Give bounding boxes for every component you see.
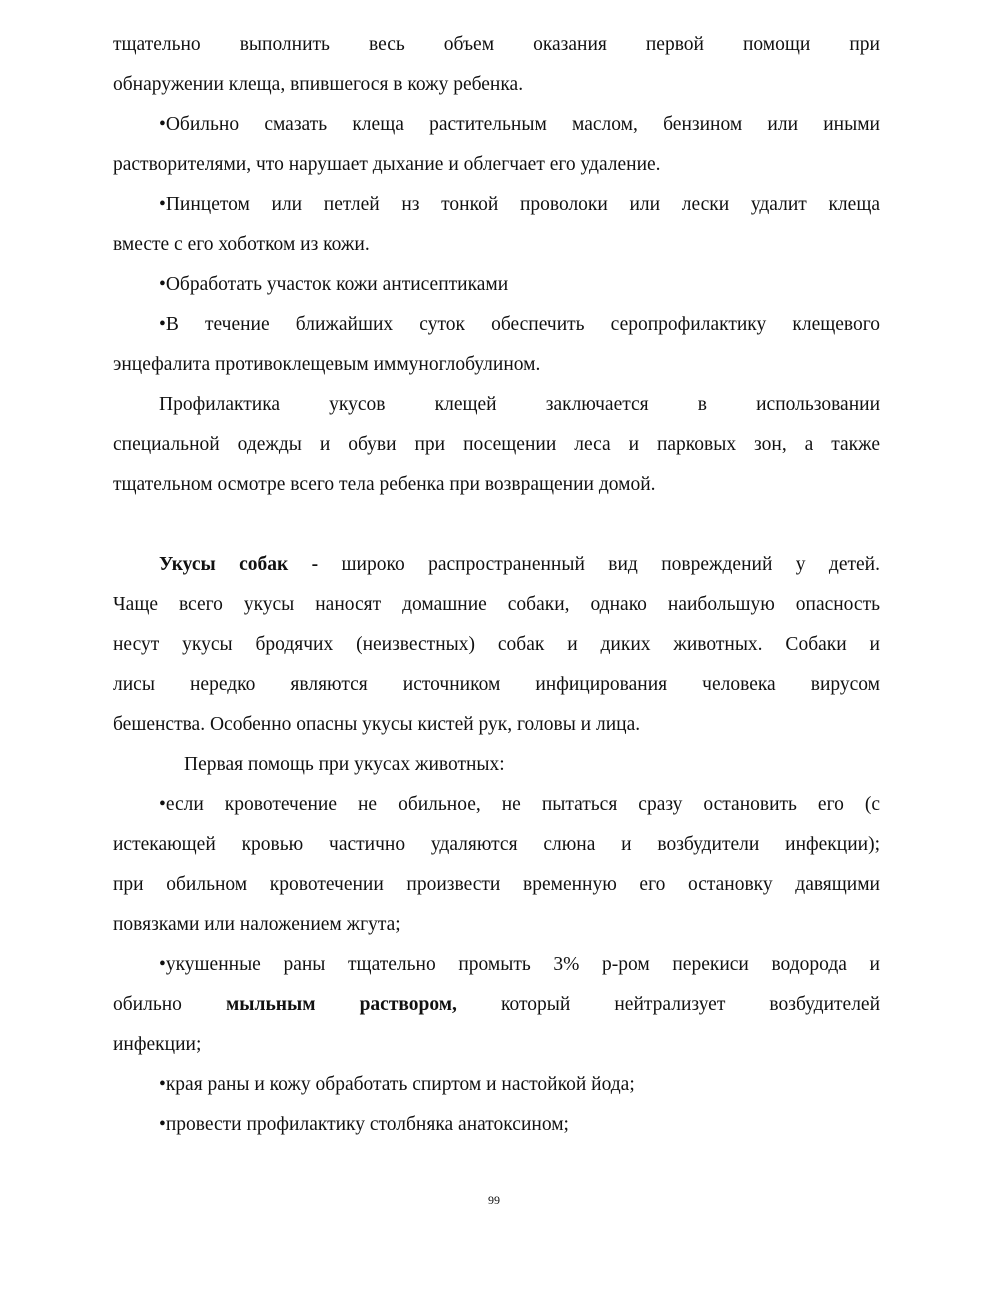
- bullet-item: •Обработать участок кожи антисептиками: [159, 274, 509, 295]
- bullet-item: •если кровотечение не обильное, не пытаться сразу остановить его (с: [159, 794, 880, 815]
- bullet-item: •Обильно смазать клеща растительным маслом, бензином или иными: [159, 114, 880, 135]
- text-line-mixed: [113, 991, 880, 1031]
- text-line: повязками или наложением жгута;: [113, 914, 401, 935]
- document-page: [113, 31, 880, 1151]
- text-line: несут укусы бродячих (неизвестных) собак и диких животных. Собаки и: [113, 634, 880, 655]
- text-line: энцефалита противоклещевым иммуноглобулином.: [113, 354, 541, 375]
- text-line: бешенства. Особенно опасны укусы кистей рук, головы и лица.: [113, 714, 641, 735]
- text-line: при обильном кровотечении произвести временную его остановку давящими: [113, 874, 880, 895]
- bullet-item: •В течение ближайших суток обеспечить серопрофилактику клещевого: [159, 314, 880, 335]
- page-number: 99: [488, 1193, 500, 1207]
- bullet-item: •укушенные раны тщательно промыть 3% р-ром перекиси водорода и: [159, 954, 880, 975]
- text-line: растворителями, что нарушает дыхание и облегчает его удаление.: [113, 154, 661, 175]
- section-heading: Первая помощь при укусах животных:: [184, 754, 505, 775]
- text-line: обнаружении клеща, впившегося в кожу ребенка.: [113, 74, 524, 95]
- text-line: Чаще всего укусы наносят домашние собаки, однако наибольшую опасность: [113, 594, 880, 615]
- bullet-item: •провести профилактику столбняка анатоксином;: [159, 1114, 569, 1135]
- text-fragment: обильно: [113, 994, 182, 1015]
- text-line: тщательно выполнить весь объем оказания первой помощи при: [113, 34, 880, 55]
- paragraph-line: Профилактика укусов клещей заключается в использовании: [159, 394, 880, 415]
- bold-term: мыльным раствором,: [226, 994, 457, 1015]
- text-line: тщательном осмотре всего тела ребенка при возвращении домой.: [113, 474, 656, 495]
- text-fragment: который нейтрализует возбудителей: [501, 994, 880, 1015]
- paragraph-line-dog-bites: [113, 551, 880, 591]
- paragraph-gap: [113, 511, 880, 531]
- text-line: истекающей кровью частично удаляются слюна и возбудители инфекции);: [113, 834, 880, 855]
- text-line: инфекции;: [113, 1034, 202, 1055]
- text-line: вместе с его хоботком из кожи.: [113, 234, 370, 255]
- paragraph-gap: [113, 531, 880, 551]
- text-line: лисы нередко являются источником инфицирования человека вирусом: [113, 674, 880, 695]
- text-fragment: широко распространенный вид повреждений у детей.: [341, 554, 880, 575]
- text-line: специальной одежды и обуви при посещении леса и парковых зон, а также: [113, 434, 880, 455]
- bullet-item: •Пинцетом или петлей нз тонкой проволоки или лески удалит клеща: [159, 194, 880, 215]
- bold-term: Укусы собак -: [159, 554, 319, 575]
- bullet-item: •края раны и кожу обработать спиртом и настойкой йода;: [159, 1074, 635, 1095]
